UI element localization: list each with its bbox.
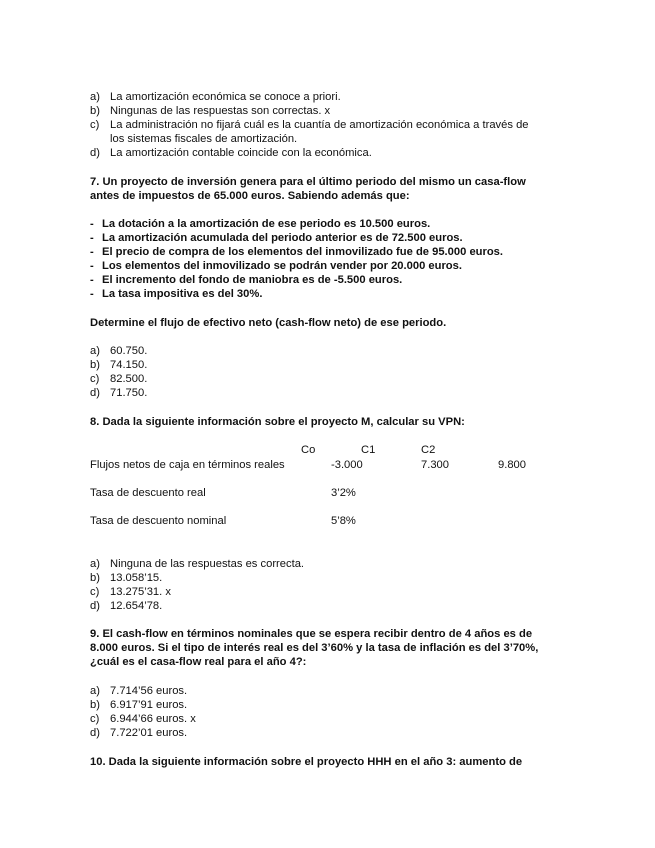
q8-flows-label: Flujos netos de caja en términos reales — [90, 459, 285, 471]
q7-title-line1: 7. Un proyecto de inversión genera para el último periodo del mismo un casa-flow — [90, 176, 526, 188]
q7-bullet: - La tasa impositiva es del 30%. — [90, 288, 263, 300]
q7-option-c: c) 82.500. — [90, 373, 148, 385]
q7-title-line2: antes de impuestos de 65.000 euros. Sabiendo además que: — [90, 190, 410, 202]
q6-option-b: b) Ningunas de las respuestas son correctas. x — [90, 105, 331, 117]
q9-title-line3: ¿cuál es el casa-flow real para el año 4?: — [90, 656, 307, 668]
q8-nominal-rate: 5’8% — [331, 515, 356, 527]
q8-nominal-rate-label: Tasa de descuento nominal — [90, 515, 227, 527]
q8-flow-c2: 9.800 — [498, 459, 526, 471]
q7-option-d: d) 71.750. — [90, 387, 148, 399]
q8-option-d: d) 12.654’78. — [90, 600, 163, 612]
q8-flow-c1: 7.300 — [421, 459, 449, 471]
q7-bullet: - El incremento del fondo de maniobra es de -5.500 euros. — [90, 274, 403, 286]
q7-option-a: a) 60.750. — [90, 345, 148, 357]
q9-title-line2: 8.000 euros. Si el tipo de interés real es del 3’60% y la tasa de inflación es del 3’70%, — [90, 642, 539, 654]
q9-title-line1: 9. El cash-flow en términos nominales que se espera recibir dentro de 4 años es de — [90, 628, 533, 640]
q7-question: Determine el flujo de efectivo neto (cash-flow neto) de ese periodo. — [90, 317, 447, 329]
q7-bullet: - La amortización acumulada del periodo anterior es de 72.500 euros. — [90, 232, 463, 244]
q8-header-c1: C1 — [361, 444, 376, 456]
q8-option-c: c) 13.275’31. x — [90, 586, 171, 598]
q10-title-line1: 10. Dada la siguiente información sobre el proyecto HHH en el año 3: aumento de — [90, 756, 523, 768]
q8-option-b: b) 13.058’15. — [90, 572, 163, 584]
q9-option-b: b) 6.917’91 euros. — [90, 699, 188, 711]
q7-bullet: - El precio de compra de los elementos del inmovilizado fue de 95.000 euros. — [90, 246, 504, 258]
q8-option-a: a) Ninguna de las respuestas es correcta. — [90, 558, 305, 570]
q7-bullet: - Los elementos del inmovilizado se podrán vender por 20.000 euros. — [90, 260, 462, 272]
q6-option-c: c) La administración no fijará cuál es la cuantía de amortización económica a través de — [90, 119, 529, 131]
q8-header-co: Co — [301, 444, 316, 456]
q8-real-rate: 3’2% — [331, 487, 356, 499]
q6-option-a: a) La amortización económica se conoce a priori. — [90, 91, 341, 103]
q6-option-d: d) La amortización contable coincide con la económica. — [90, 147, 372, 159]
q9-option-a: a) 7.714’56 euros. — [90, 685, 188, 697]
q7-option-b: b) 74.150. — [90, 359, 148, 371]
q8-title: 8. Dada la siguiente información sobre el proyecto M, calcular su VPN: — [90, 416, 465, 428]
q9-option-c: c) 6.944’66 euros. x — [90, 713, 196, 725]
q9-option-d: d) 7.722’01 euros. — [90, 727, 188, 739]
q8-real-rate-label: Tasa de descuento real — [90, 487, 206, 499]
q7-bullet: - La dotación a la amortización de ese periodo es 10.500 euros. — [90, 218, 431, 230]
q8-flow-co: -3.000 — [331, 459, 363, 471]
q6-option-c-continued: los sistemas fiscales de amortización. — [110, 133, 298, 145]
q8-header-c2: C2 — [421, 444, 436, 456]
